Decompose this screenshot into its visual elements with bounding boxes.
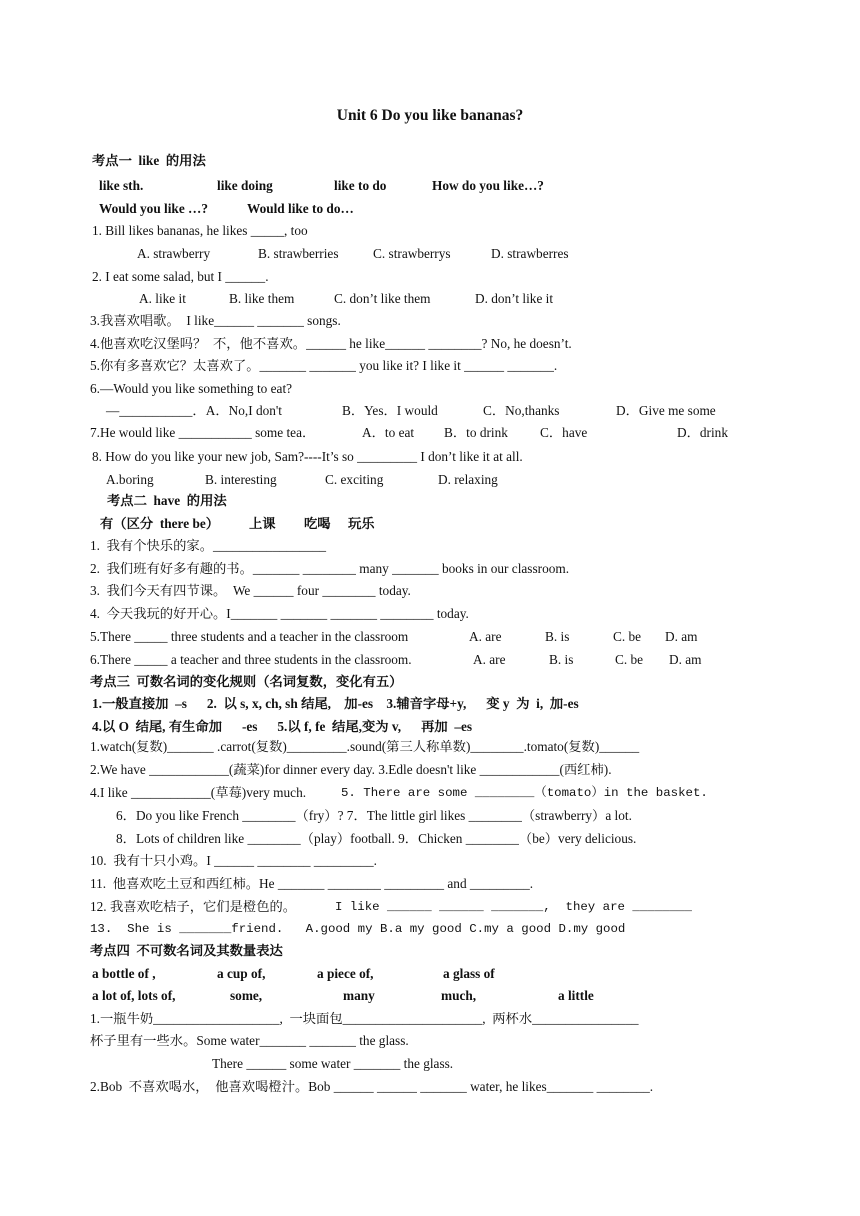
text-line-22: —___________．A．No,I don't — [106, 403, 282, 418]
text-line-37: 有（区分 there be） — [100, 516, 220, 531]
text-line-68: 13. She is _______friend. A.good my B.a my good C.my a good D.my good — [90, 922, 626, 936]
heading-4: 考点四 不可数名词及其数量表达 — [90, 943, 283, 958]
text-line-82: 2.Bob 不喜欢喝水， 他喜欢喝橙汁。Bob ______ ______ _______ water, he likes_______ ________. — [90, 1079, 654, 1094]
text-line-65: 11. 他喜欢吃土豆和西红柿。He _______ ________ _________ and _________. — [90, 876, 534, 891]
text-line-71: a cup of, — [217, 966, 266, 981]
text-line-4: like to do — [334, 178, 387, 193]
text-line-9: A. strawberry — [137, 246, 211, 261]
text-line-34: C. exciting — [325, 472, 384, 487]
text-line-62: 6．Do you like French ________（fry）? 7．The little girl likes ________（strawberry）a lot. — [116, 808, 632, 823]
text-line-44: 4. 今天我玩的好开心。I_______ _______ _______ ________ today. — [90, 606, 469, 621]
text-line-60: 4.I like ____________(草莓)very much. — [90, 785, 307, 800]
text-line-24: C．No,thanks — [483, 403, 560, 418]
text-line-53: C. be — [615, 652, 644, 667]
text-line-25: D．Give me some — [616, 403, 716, 418]
text-line-41: 1. 我有个快乐的家。_________________ — [90, 538, 327, 553]
text-line-72: a piece of, — [317, 966, 374, 981]
text-line-31: 8. How do you like your new job, Sam?----It’s so _________ I don’t like it at all. — [92, 449, 523, 464]
text-line-21: 6.—Would you like something to eat? — [90, 381, 293, 396]
text-line-67: I like ______ ______ _______, they are ________ — [335, 900, 692, 914]
text-line-6: Would you like …? — [99, 201, 208, 216]
text-line-20: 5.你有多喜欢它？太喜欢了。_______ _______ you like it? I like it ______ _______. — [90, 358, 558, 373]
text-line-38: 上课 — [249, 516, 276, 531]
text-line-16: C. don’t like them — [334, 291, 431, 306]
text-line-35: D. relaxing — [438, 472, 498, 487]
text-line-33: B. interesting — [205, 472, 277, 487]
text-line-13: 2. I eat some salad, but I ______. — [92, 269, 269, 284]
text-line-30: D．drink — [677, 425, 728, 440]
text-line-75: some, — [230, 988, 263, 1003]
text-line-76: many — [343, 988, 375, 1003]
heading-1: 考点一 like 的用法 — [92, 153, 206, 168]
text-line-7: Would like to do… — [247, 201, 354, 216]
text-line-80: 杯子里有一些水。Some water_______ _______ the glass. — [90, 1033, 409, 1048]
text-line-5: How do you like…? — [432, 178, 544, 193]
text-line-74: a lot of, lots of, — [92, 988, 176, 1003]
text-line-26: 7.He would like ___________ some tea． — [90, 425, 316, 440]
text-line-78: a little — [558, 988, 594, 1003]
text-line-40: 玩乐 — [348, 516, 375, 531]
text-line-39: 吃喝 — [304, 516, 331, 531]
text-line-77: much, — [441, 988, 477, 1003]
text-line-18: 3.我喜欢唱歌。 I like______ _______ songs. — [90, 313, 341, 328]
text-line-56: 1.一般直接加 –s 2. 以 s, x, ch, sh 结尾, 加-es 3.辅音字母+y, 变 y 为 i, 加-es — [92, 696, 579, 711]
text-line-73: a glass of — [443, 966, 495, 981]
text-line-79: 1.一瓶牛奶___________________, 一块面包_____________________, 两杯水________________ — [90, 1011, 639, 1026]
text-line-54: D. am — [669, 652, 702, 667]
text-line-57: 4.以 O 结尾, 有生命加 -es 5.以 f, fe 结尾,变为 v, 再加 –es — [92, 719, 473, 734]
text-line-52: B. is — [549, 652, 574, 667]
text-line-51: A. are — [473, 652, 506, 667]
text-line-45: 5.There _____ three students and a teacher in the classroom — [90, 629, 409, 644]
text-line-64: 10. 我有十只小鸡。I ______ ________ _________. — [90, 853, 377, 868]
text-line-23: B．Yes．I would — [342, 403, 438, 418]
text-line-50: 6.There _____ a teacher and three students in the classroom. — [90, 652, 412, 667]
heading-2: 考点二 have 的用法 — [107, 493, 227, 508]
text-line-8: 1. Bill likes bananas, he likes _____, too — [92, 223, 308, 238]
text-line-2: like sth. — [99, 178, 144, 193]
text-line-11: C. strawberrys — [373, 246, 451, 261]
text-line-63: 8．Lots of children like ________（play）football. 9．Chicken ________（be）very delicious. — [116, 831, 637, 846]
text-line-66: 12. 我喜欢吃桔子，它们是橙色的。 — [90, 899, 297, 914]
text-line-42: 2. 我们班有好多有趣的书。_______ ________ many _______ books in our classroom. — [90, 561, 570, 576]
text-line-15: B. like them — [229, 291, 295, 306]
text-line-17: D. don’t like it — [475, 291, 554, 306]
text-line-49: D. am — [665, 629, 698, 644]
text-line-3: like doing — [217, 178, 273, 193]
text-line-10: B. strawberries — [258, 246, 339, 261]
text-line-19: 4.他喜欢吃汉堡吗？ 不，他不喜欢。______ he like______ ________? No, he doesn’t. — [90, 336, 572, 351]
text-line-70: a bottle of , — [92, 966, 156, 981]
text-line-48: C. be — [613, 629, 642, 644]
page-title: Unit 6 Do you like bananas? — [336, 107, 524, 124]
text-line-12: D. strawberres — [491, 246, 569, 261]
text-line-28: B．to drink — [444, 425, 508, 440]
text-line-43: 3. 我们今天有四节课。 We ______ four ________ today. — [90, 583, 411, 598]
text-line-32: A.boring — [106, 472, 154, 487]
text-line-46: A. are — [469, 629, 502, 644]
text-line-14: A. like it — [139, 291, 186, 306]
text-line-47: B. is — [545, 629, 570, 644]
text-line-58: 1.watch(复数)_______ .carrot(复数)_________.sound(第三人称单数)________.tomato(复数)______ — [90, 739, 640, 754]
text-line-29: C．have — [540, 425, 588, 440]
text-line-27: A．to eat — [362, 425, 415, 440]
text-line-59: 2.We have ____________(蔬菜)for dinner every day. 3.Edle doesn't like ____________(西红柿). — [90, 762, 612, 777]
heading-3: 考点三 可数名词的变化规则（名词复数，变化有五） — [90, 674, 403, 689]
text-line-81: There ______ some water _______ the glass. — [212, 1056, 454, 1071]
text-line-61: 5. There are some ________（tomato）in the basket. — [341, 786, 708, 800]
